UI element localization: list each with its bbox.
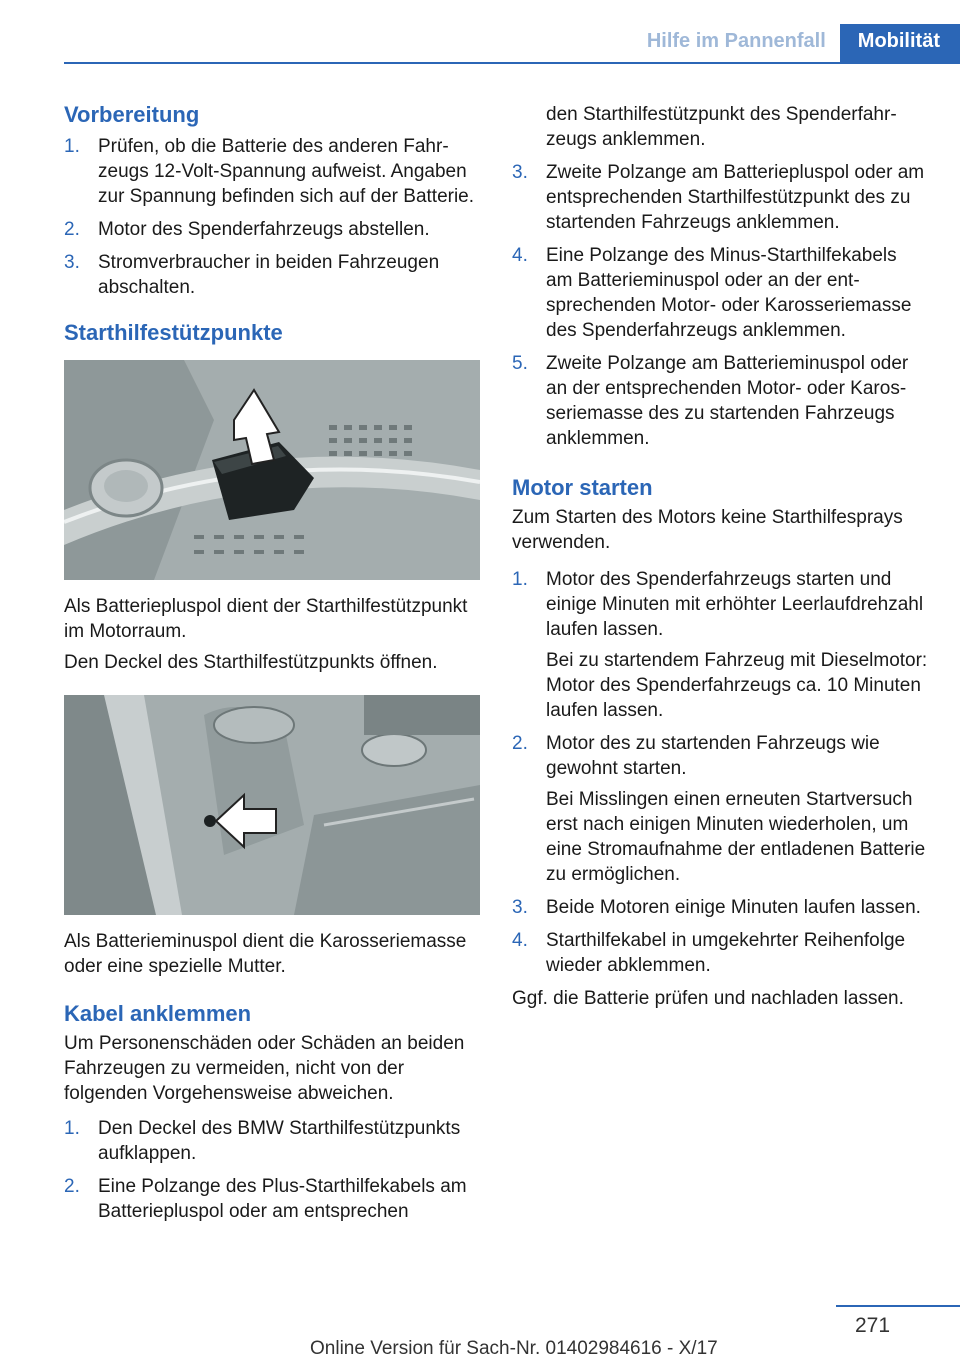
caption-minus-pole: Als Batterieminuspol dient die Karosseriemasse oder eine spezielle Mutter. [64,931,467,977]
start-steps [512,567,928,978]
list-item: 2. Motor des zu startenden Fahrzeugs wie gewohnt starten. Bei Misslingen einen erneuten Startversuch erst nach einigen Minuten wiederholen, um eine Stromaufnahme der entladenen Batterie zu ermöglichen. [512,733,926,885]
list-item: 1. Den Deckel des BMW Starthilfestützpunkts aufklappen. [64,1118,461,1164]
caption-open-cover: Den Deckel des Starthilfestützpunkts öffnen. [64,652,438,673]
list-item: 3. Beide Motoren einige Minuten laufen lassen. [512,897,921,918]
engine-bay-minus-pole-illustration [64,695,480,915]
online-version-note: Online Version für Sach-Nr. 01402984616 - X/17 [310,1338,718,1359]
list-item: 3. Stromverbraucher in beiden Fahrzeugen abschalten. [64,252,440,298]
tab-chapter[interactable]: Mobilität [840,24,960,62]
header-tabs [633,24,960,62]
cable-intro: Um Personenschäden oder Schäden an beiden Fahrzeugen zu vermeiden, nicht von der folgenden Vorgehensweise abweichen. [64,1033,465,1104]
list-item: 2. Eine Polzange des Plus-Starthilfekabels am Batteriepluspol oder am entsprechen [64,1176,467,1222]
start-heading: Motor starten [512,475,653,500]
engine-bay-plus-pole-illustration [64,360,480,580]
footer-rule [836,1305,960,1307]
list-item: 2. Motor des Spenderfahrzeugs abstellen. [64,219,430,240]
start-intro: Zum Starten des Motors keine Starthilfesprays verwenden. [512,507,903,553]
cable-steps-left [64,1116,480,1224]
header-rule [64,62,960,64]
list-item: 4. Starthilfekabel in umgekehrter Reihenfolge wieder abklemmen. [512,930,906,976]
points-heading: Starthilfestützpunkte [64,320,283,345]
list-item: 5. Zweite Polzange am Batterieminuspol oder an der entsprechenden Motor- oder Karosseriemasse des zu startenden Fahrzeugs anklemmen. [512,353,909,449]
list-item: 1. Prüfen, ob die Batterie des anderen Fahrzeugs 12-Volt-Spannung aufweist. Angaben zur Spannung befinden sich auf der Batterie. [64,136,475,207]
cable-heading: Kabel anklemmen [64,1001,252,1026]
cable-steps-right [512,160,928,451]
prep-heading: Vorbereitung [64,102,200,127]
page-number: 271 [855,1314,891,1337]
prep-steps [64,134,480,300]
list-item: 3. Zweite Polzange am Batteriepluspol oder am entsprechenden Starthilfestützpunkt des zu startenden Fahrzeugs anklemmen. [512,162,925,233]
left-column [64,98,480,1224]
caption-plus-pole: Als Batteriepluspol dient der Starthilfestützpunkt im Motorraum. [64,596,468,642]
closing-note: Ggf. die Batterie prüfen und nachladen lassen. [512,988,904,1009]
cable-step-continuation: den Starthilfestützpunkt des Spenderfahrzeugs anklemmen. [546,104,897,150]
list-item: 1. Motor des Spenderfahrzeugs starten und einige Minuten mit erhöhter Leerlaufdrehzahl laufen lassen. Bei zu startendem Fahrzeug mit Dieselmotor: Motor des Spenderfahrzeugs ca. 10 Minuten laufen lassen. [512,569,928,721]
list-item: 4. Eine Polzange des Minus-Starthilfekabels am Batterieminuspol oder an der entsprechenden Motor- oder Karosseriemasse des Spenderfahrzeugs anklemmen. [512,245,912,341]
tab-section[interactable]: Hilfe im Pannenfall [646,30,826,52]
right-column [512,102,928,1011]
